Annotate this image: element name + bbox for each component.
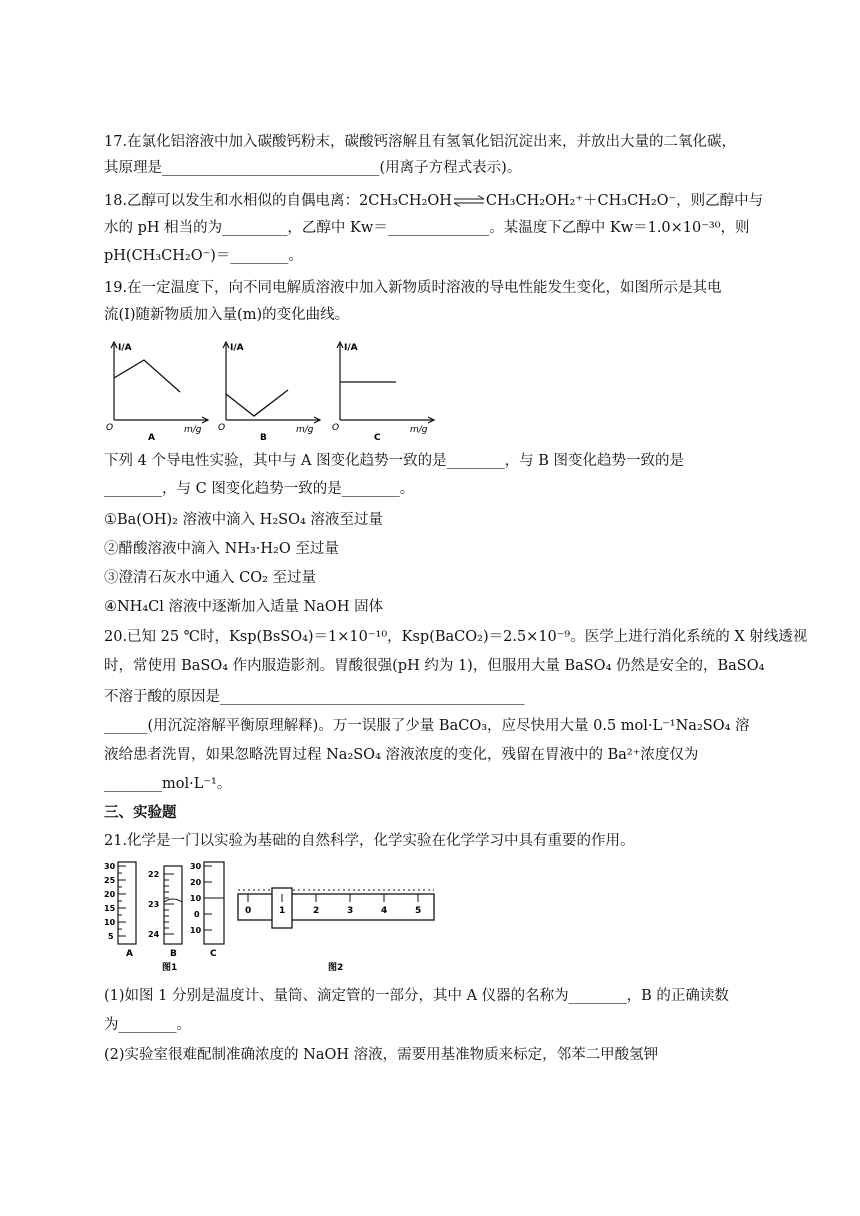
q18-line3: pH(CH₃CH₂O⁻)＝________。 (104, 248, 303, 264)
graph-b (218, 342, 320, 443)
q20-line5: 液给患者洗胃，如果忽略洗胃过程 Na₂SO₄ 溶液浓度的变化，残留在胃液中的 Ba²⁺浓度仅为 (104, 747, 699, 763)
graph-a-label: A (148, 433, 155, 443)
q20-line1: 20.已知 25 ℃时，Ksp(BsSO₄)＝1×10⁻¹⁰，Ksp(BaCO₂)＝2.5×10⁻⁹。医学上进行消化系统的 X 射线透视 (104, 629, 808, 645)
caliper-tick-1: 1 (279, 906, 286, 916)
b-tick-24: 24 (148, 930, 160, 939)
q21-part2-line1: (2)实验室很难配制准确浓度的 NaOH 溶液，需要用基准物质来标定，邻苯二甲酸氢钾 (104, 1047, 659, 1063)
instrument-b-label: B (170, 949, 177, 959)
graph-b-label: B (260, 433, 267, 443)
c-tick-10: 10 (190, 894, 202, 903)
graph-c (332, 342, 434, 443)
instrument-a-label: A (126, 949, 133, 959)
caliper-tick-2: 2 (313, 906, 320, 916)
b-tick-23: 23 (148, 900, 160, 909)
c-tick-0: 0 (194, 910, 200, 919)
c-tick-20: 20 (190, 878, 202, 887)
a-tick-5: 5 (108, 932, 114, 941)
q19-option-4: ④NH₄Cl 溶液中逐渐加入适量 NaOH 固体 (104, 599, 384, 615)
instrument-c-label: C (210, 949, 217, 959)
q20-line6: ________mol·L⁻¹。 (104, 776, 232, 792)
instrument-c (190, 862, 224, 959)
q21-part1-line1: (1)如图 1 分别是温度计、量筒、滴定管的一部分，其中 A 仪器的名称为________，B 的正确读数 (104, 988, 729, 1004)
q18-line1-left: 18.乙醇可以发生和水相似的自偶电离：2CH₃CH₂OH (104, 193, 452, 209)
q19-option-3: ③澄清石灰水中通入 CO₂ 至过量 (104, 570, 317, 586)
q20-line4: ______(用沉淀溶解平衡原理解释)。万一误服了少量 BaCO₃，应尽快用大量 0.5 mol·L⁻¹Na₂SO₄ 溶 (104, 718, 750, 734)
graph-b-xlabel: m/g (296, 425, 314, 435)
figure-1-caption: 图1 (162, 963, 178, 973)
q18-line1 (104, 192, 764, 210)
a-tick-30: 30 (104, 862, 116, 871)
q19-line4: ________，与 C 图变化趋势一致的是________。 (104, 481, 415, 497)
figure-2-caliper (234, 882, 438, 976)
caliper-tick-4: 4 (381, 906, 388, 916)
equilibrium-arrow-icon (452, 195, 486, 207)
instrument-a (104, 862, 136, 959)
figure-2-caption: 图2 (328, 963, 344, 973)
q19-line2: 流(I)随新物质加入量(m)的变化曲线。 (104, 307, 350, 323)
b-tick-22: 22 (148, 870, 160, 879)
c-tick-neg10: 10 (190, 926, 202, 935)
q20-line2: 时，常使用 BaSO₄ 作内服造影剂。胃酸很强(pH 约为 1)，但服用大量 BaSO₄ 仍然是安全的，BaSO₄ (104, 658, 765, 674)
graph-a (106, 342, 208, 443)
a-tick-25: 25 (104, 876, 116, 885)
q18-line1-right: CH₃CH₂OH₂⁺＋CH₃CH₂O⁻，则乙醇中与 (485, 193, 764, 209)
graph-c-label: C (374, 433, 381, 443)
graph-c-ylabel: I/A (344, 343, 358, 353)
q20-line3: 不溶于酸的原因是__________________________________________ (104, 689, 525, 705)
q17-line1: 17.在氯化铝溶液中加入碳酸钙粉末，碳酸钙溶解且有氢氧化铝沉淀出来，并放出大量的二氧化碳， (104, 134, 737, 150)
figure-1-instruments (104, 858, 234, 976)
graph-c-xlabel: m/g (410, 425, 428, 435)
c-tick-30: 30 (190, 862, 202, 871)
caliper-tick-0: 0 (245, 906, 252, 916)
q19-line1: 19.在一定温度下，向不同电解质溶液中加入新物质时溶液的导电性能发生变化，如图所示是其电 (104, 280, 722, 296)
graph-b-origin: O (218, 423, 226, 433)
a-tick-10: 10 (104, 918, 116, 927)
graph-b-ylabel: I/A (230, 343, 244, 353)
graph-a-origin: O (106, 423, 114, 433)
graph-a-xlabel: m/g (184, 425, 202, 435)
a-tick-15: 15 (104, 904, 116, 913)
graph-a-ylabel: I/A (118, 343, 132, 353)
section-heading: 三、实验题 (104, 804, 177, 821)
q19-option-2: ②醋酸溶液中滴入 NH₃·H₂O 至过量 (104, 541, 339, 557)
q21-line1: 21.化学是一门以实验为基础的自然科学，化学实验在化学学习中具有重要的作用。 (104, 833, 635, 849)
a-tick-20: 20 (104, 890, 116, 899)
caliper-tick-3: 3 (347, 906, 354, 916)
q19-option-1: ①Ba(OH)₂ 溶液中滴入 H₂SO₄ 溶液至过量 (104, 512, 383, 528)
q17-line2: 其原理是______________________________(用离子方程式表示)。 (104, 160, 522, 176)
caliper-tick-5: 5 (415, 906, 422, 916)
current-graphs-figure (104, 336, 440, 446)
instrument-b (148, 866, 182, 959)
q18-line2: 水的 pH 相当的为_________，乙醇中 Kw＝______________。某温度下乙醇中 Kw＝1.0×10⁻³⁰，则 (104, 220, 750, 236)
graph-c-origin: O (332, 423, 340, 433)
q21-part1-line2: 为________。 (104, 1017, 191, 1033)
q19-line3: 下列 4 个导电性实验，其中与 A 图变化趋势一致的是________，与 B 图变化趋势一致的是 (104, 453, 685, 469)
